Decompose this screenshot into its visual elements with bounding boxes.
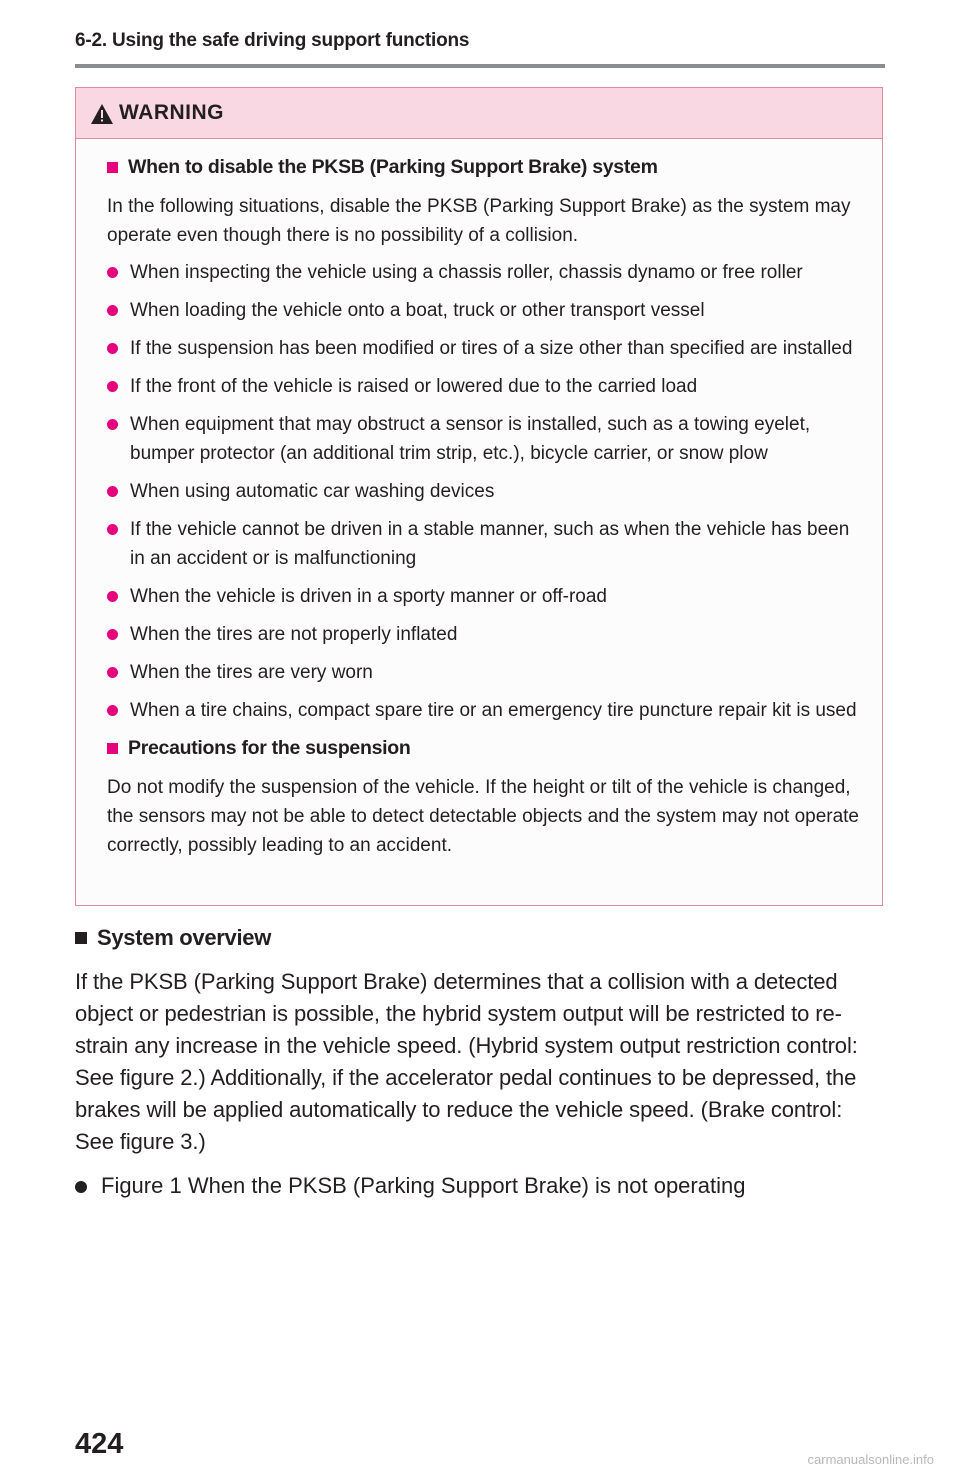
list-item: When the tires are very worn (107, 658, 868, 687)
square-bullet-icon (107, 162, 118, 173)
list-item: When equipment that may obstruct a sensor is installed, such as a towing eyelet, bumper protector (an additional trim strip, etc.), bicycle carrier, or snow plow (107, 410, 868, 468)
warning-section-title: Precautions for the suspension (107, 734, 868, 763)
list-item: When using automatic car washing devices (107, 477, 868, 506)
section-header: 6-2. Using the safe driving support functions (75, 30, 470, 51)
warning-intro: Do not modify the suspension of the vehicle. If the height or tilt of the vehicle is changed, the sensors may not be able to detect detectable objects and the system may not operate correctly, possibly leading to an accident. (107, 777, 860, 856)
circle-bullet-icon (107, 667, 118, 678)
warning-box (75, 87, 883, 906)
list-item: When loading the vehicle onto a boat, truck or other transport vessel (107, 296, 868, 325)
circle-bullet-icon (75, 1181, 87, 1193)
list-item: When inspecting the vehicle using a chassis roller, chassis dynamo or free roller (107, 258, 868, 287)
warning-body (76, 139, 882, 860)
list-item: When a tire chains, compact spare tire or an emergency tire puncture repair kit is used (107, 696, 868, 725)
watermark: carmanualsonline.info (807, 1452, 934, 1467)
circle-bullet-icon (107, 629, 118, 640)
circle-bullet-icon (107, 267, 118, 278)
square-bullet-icon (107, 743, 118, 754)
warning-header (76, 88, 882, 139)
list-item: If the vehicle cannot be driven in a stable manner, such as when the vehicle has been in an accident or is malfunctioning (107, 515, 868, 573)
overview-title: System overview (75, 922, 885, 954)
page-number: 424 (75, 1428, 124, 1460)
header-rule (75, 64, 885, 68)
warning-title: WARNING (119, 101, 224, 124)
warning-section-title: When to disable the PKSB (Parking Support Brake) system (107, 153, 868, 182)
circle-bullet-icon (107, 343, 118, 354)
warning-intro: In the following situations, disable the PKSB (Parking Support Brake) as the system may operate even though there is no possibility of a collision. (107, 196, 851, 246)
circle-bullet-icon (107, 705, 118, 716)
list-item: When the vehicle is driven in a sporty manner or off-road (107, 582, 868, 611)
system-overview (75, 922, 885, 1202)
figure-caption: Figure 1 When the PKSB (Parking Support Brake) is not operating (75, 1170, 885, 1202)
overview-paragraph: If the PKSB (Parking Support Brake) determines that a collision with a detected object or pedestrian is possible, the hybrid system output will be restricted to re-strain any increase in the vehicle speed. (Hybrid system output restriction control: See figure 2.) Additionally, if the accelerator pedal continues to be depressed, the brakes will be applied automatically to reduce the vehicle speed. (Brake control: See figure 3.) (75, 969, 858, 1154)
list-item: If the front of the vehicle is raised or lowered due to the carried load (107, 372, 868, 401)
circle-bullet-icon (107, 419, 118, 430)
list-item: If the suspension has been modified or tires of a size other than specified are installed (107, 334, 868, 363)
circle-bullet-icon (107, 381, 118, 392)
circle-bullet-icon (107, 524, 118, 535)
circle-bullet-icon (107, 591, 118, 602)
warning-triangle-icon (90, 103, 114, 125)
list-item: When the tires are not properly inflated (107, 620, 868, 649)
circle-bullet-icon (107, 486, 118, 497)
circle-bullet-icon (107, 305, 118, 316)
square-bullet-icon (75, 932, 87, 944)
